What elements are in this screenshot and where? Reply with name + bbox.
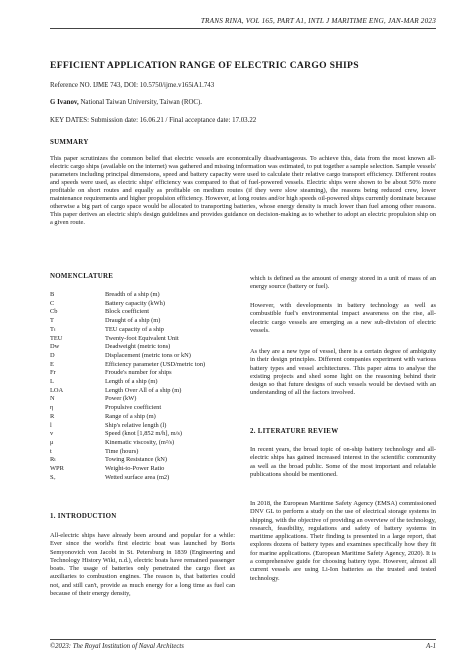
nomenclature-row — [50, 456, 240, 465]
nomenclature-definition: Breadth of a ship (m) — [105, 291, 160, 298]
nomenclature-symbol: LOA — [50, 386, 64, 394]
nomenclature-row — [50, 439, 240, 448]
key-dates: KEY DATES: Submission date: 16.06.21 / Final acceptance date: 17.03.22 — [50, 117, 257, 124]
right-col-para-3: As they are a new type of vessel, there is a certain degree of ambiguity in their design principles. Different companies experiment with various battery types and vessel architectures. This paper aims to analyse the existing projects and shed some light on the reasoning behind their design so that future designs of such vessels would be devised with an understanding of all the factors involved. — [250, 348, 436, 397]
nomenclature-row — [50, 465, 240, 474]
nomenclature-row — [50, 430, 240, 439]
summary-heading: SUMMARY — [50, 139, 89, 146]
nomenclature-definition: Weight-to-Power Ratio — [105, 465, 165, 473]
nomenclature-definition: Kinematic viscosity, (m²/s) — [105, 438, 175, 446]
nomenclature-definition: Towing Resistance (kN) — [105, 456, 168, 464]
nomenclature-row — [50, 361, 240, 370]
nomenclature-symbol: C — [50, 299, 55, 307]
nomenclature-definition: Speed (knot [1,852 m/h], m/s) — [105, 430, 183, 438]
nomenclature-symbol: Sᵥ — [50, 473, 56, 481]
nomenclature-definition: Wetted surface area (m2) — [105, 473, 170, 481]
nomenclature-definition: Power (kW) — [105, 395, 137, 403]
nomenclature-definition: Range of a ship (m) — [105, 412, 156, 420]
right-col-para-2: However, with developments in battery technology as well as combustible fuel's environmental impact awareness on the rise, all-electric cargo vessels are emerging as a new sub-division of electric vessels. — [250, 302, 436, 334]
header-divider — [50, 28, 436, 29]
nomenclature-row — [50, 378, 240, 387]
nomenclature-row — [50, 317, 240, 326]
right-col-para-5: In 2018, the European Maritime Safety Agency (EMSA) commissioned DNV GL to perform a study on the use of electrical storage systems in shipping, with the objective of providing an overview of the technology, research, feasibility, regulations and safety of battery systems in maritime applications. Their finding is presented in a large report, that explores dozens of battery types and examines specifically how they fit for marine applications. (European Maritime Safety Agency, 2020). It is a comprehensive guide for choosing battery type. However, almost all current vessels are using Li-Ion batteries as the trusted and tested technology. — [250, 500, 436, 582]
nomenclature-row — [50, 474, 240, 483]
nomenclature-definition: Propulsive coefficient — [105, 404, 162, 412]
author-line — [50, 99, 202, 107]
nomenclature-row — [50, 422, 240, 431]
author-affiliation: National Taiwan University, Taiwan (ROC). — [78, 99, 203, 106]
nomenclature-row — [50, 413, 240, 422]
nomenclature-row — [50, 448, 240, 457]
nomenclature-symbol: l — [50, 421, 52, 429]
nomenclature-symbol: Fr — [50, 369, 56, 377]
introduction-text: All-electric ships have already been around and popular for a while: Ever since the world's first electric boat was launched by Boris Semyonovich von Jacobi in St. Petersburg in 1839 (Engineering and Technology History Wiki, n.d.), electric boats have remained passenger boats. The usage of batteries only penetrated the cargo fleet as auxiliaries to combustion engines. The reason is, that batteries could not, and still can't, provide as much energy for a long time as fuel can because of their energy density, — [50, 532, 235, 598]
nomenclature-definition: Battery capacity (kWh) — [105, 299, 165, 307]
nomenclature-symbol: t — [50, 447, 52, 455]
nomenclature-symbol: E — [50, 360, 54, 368]
right-col-para-1: which is defined as the amount of energy stored in a unit of mass of an energy source (battery or fuel). — [250, 275, 436, 291]
nomenclature-definition: Ship's relative length (l) — [105, 421, 167, 429]
nomenclature-symbol: Rₜ — [50, 456, 57, 464]
nomenclature-symbol: T — [50, 317, 54, 325]
nomenclature-definition: Deadweight (metric tons) — [105, 343, 171, 351]
nomenclature-symbol: L — [50, 378, 54, 386]
introduction-heading: 1. INTRODUCTION — [50, 513, 117, 520]
nomenclature-symbol: Tₜ — [50, 325, 56, 333]
nomenclature-row — [50, 404, 240, 413]
nomenclature-symbol: WPR — [50, 465, 64, 473]
journal-header: TRANS RINA, VOL 165, PART A1, INTL J MARITIME ENG, JAN-MAR 2023 — [200, 17, 436, 25]
author-name: G Ivanov, — [50, 99, 79, 106]
nomenclature-definition: TEU capacity of a ship — [105, 325, 164, 333]
footer-divider — [50, 639, 436, 640]
nomenclature-row — [50, 395, 240, 404]
nomenclature-symbol: B — [50, 291, 55, 298]
nomenclature-row — [50, 352, 240, 361]
nomenclature-symbol: TEU — [50, 334, 63, 342]
nomenclature-row — [50, 369, 240, 378]
nomenclature-definition: Length of a ship (m) — [105, 378, 158, 386]
summary-text: This paper scrutinizes the common belief that electric vessels are economically disadvantageous. To achieve this, data from the most known all-electric cargo ships (available on the internet) was gathered and missing information was estimated, to put together a sample selection. Sample vessels' parameters including principal dimensions, speed and battery capacity were used to calculate their relative cargo transport efficiency. Different routes and speeds were used, as electric ships' efficiency was compared to that of fuel-powered vessels. Electric ships were shown to be about 50% more profitable on short routes and equally as profitable on medium routes (if they were slow steaming), the reasons being reduced crew, lower maintenance requirements and higher propulsion efficiency. However, at long routes and/or high speeds oil-powered ships currently dominate because otherwise a big part of cargo space would be allocated to transporting batteries, whose energy density is much lower than fuel among other reasons. This paper derives an electric ship's design guidelines and provides guidance on decision-making as to whether to adopt an electric propulsion ship on a given route. — [50, 155, 436, 226]
nomenclature-row — [50, 300, 240, 309]
nomenclature-symbol: Dw — [50, 343, 60, 351]
nomenclature-symbol: N — [50, 395, 55, 403]
nomenclature-definition: Draught of a ship (m) — [105, 317, 161, 325]
nomenclature-row — [50, 335, 240, 344]
nomenclature-definition: Twenty-foot Equivalent Unit — [105, 334, 179, 342]
nomenclature-row — [50, 291, 240, 300]
nomenclature-symbol: η — [50, 404, 54, 412]
nomenclature-symbol: v — [50, 430, 54, 438]
right-col-para-4: In recent years, the broad topic of on-ship battery technology and all-electric ships has gained increased interest in the scientific community as well as the broad public. Some of the most important and relatable publications should be mentioned. — [250, 446, 436, 478]
reference-line: Reference NO. IJME 743, DOI: 10.5750/ijme.v165iA1.743 — [50, 82, 215, 89]
page-number: A-1 — [426, 643, 436, 650]
nomenclature-symbol: R — [50, 412, 55, 420]
nomenclature-symbol: Cb — [50, 308, 58, 316]
nomenclature-definition: Length Over All of a ship (m) — [105, 386, 182, 394]
nomenclature-symbol: D — [50, 351, 55, 359]
nomenclature-definition: Efficiency parameter (USD/metric ton) — [105, 360, 206, 368]
nomenclature-row — [50, 326, 240, 335]
nomenclature-definition: Time (hours) — [105, 447, 139, 455]
nomenclature-row — [50, 343, 240, 352]
nomenclature-table — [50, 291, 240, 482]
paper-title: EFFICIENT APPLICATION RANGE OF ELECTRIC CARGO SHIPS — [50, 60, 359, 71]
nomenclature-row — [50, 308, 240, 317]
nomenclature-definition: Block coefficient — [105, 308, 150, 316]
nomenclature-definition: Froude's number for ships — [105, 369, 172, 377]
nomenclature-symbol: μ — [50, 438, 54, 446]
literature-review-heading: 2. LITERATURE REVIEW — [250, 428, 339, 435]
nomenclature-heading: NOMENCLATURE — [50, 273, 114, 280]
nomenclature-definition: Displacement (metric tons or kN) — [105, 351, 191, 359]
nomenclature-row — [50, 387, 240, 396]
footer-copyright: ©2023: The Royal Institution of Naval Architects — [50, 643, 184, 650]
